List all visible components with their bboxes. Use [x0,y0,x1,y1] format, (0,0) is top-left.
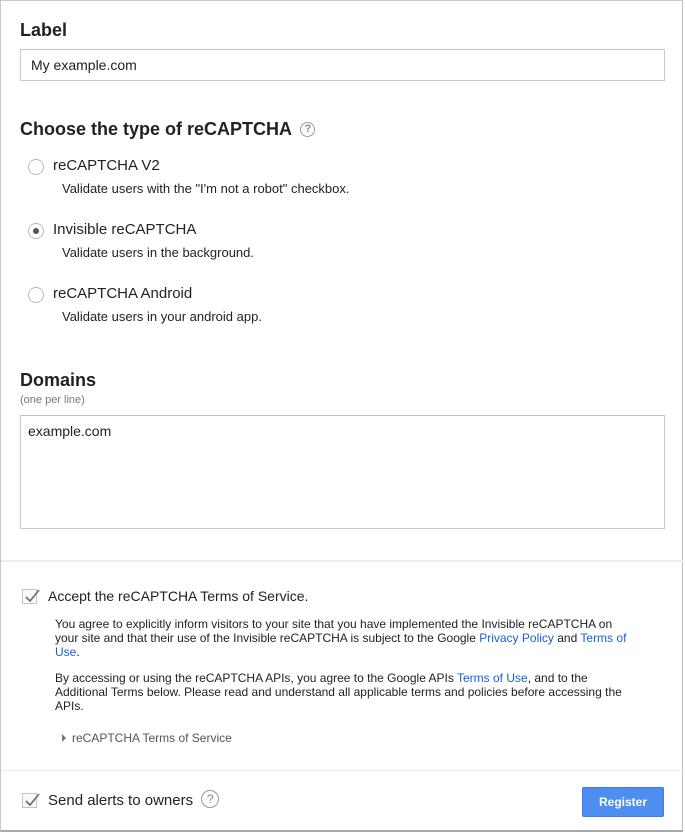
terms-expander-label: reCAPTCHA Terms of Service [72,731,232,745]
type-heading [20,119,315,140]
terms-text: , and to the Additional Terms below. Please read and understand all applicable terms and policies before accessing the APIs. [55,671,622,713]
expand-triangle-icon [62,734,66,742]
radio-recaptcha-android[interactable] [28,287,44,303]
domains-textarea[interactable] [20,415,665,529]
apis-terms-of-use-link[interactable]: Terms of Use [457,671,528,685]
option-desc-recaptcha-v2: Validate users with the "I'm not a robot" checkbox. [62,181,350,196]
footer-divider [1,770,683,771]
option-desc-recaptcha-android: Validate users in your android app. [62,309,262,324]
send-alerts-text[interactable]: Send alerts to owners [48,792,194,809]
domains-hint: (one per line) [20,394,85,406]
register-button[interactable]: Register [582,787,664,817]
privacy-policy-link[interactable]: Privacy Policy [479,631,554,645]
terms-paragraph-1 [55,617,630,659]
checkmark-icon [23,791,41,809]
type-heading-text: Choose the type of reCAPTCHA [20,119,292,139]
label-heading: Label [20,20,68,40]
terms-text: By accessing or using the reCAPTCHA APIs, you agree to the Google APIs [55,671,457,685]
option-label-invisible-recaptcha[interactable]: Invisible reCAPTCHA [53,221,197,238]
send-alerts-label [48,792,219,810]
checkmark-icon [23,587,41,605]
section-divider [1,560,683,562]
terms-text: and [553,631,581,645]
terms-of-use-link[interactable]: Terms of Use [55,631,627,659]
accept-terms-checkbox[interactable] [22,589,37,604]
terms-text: . [76,645,80,659]
help-icon[interactable]: ? [201,790,219,808]
radio-recaptcha-v2[interactable] [28,159,44,175]
terms-expander[interactable] [62,731,232,745]
terms-text: You agree to explicitly inform visitors to your site that you have implemented the Invisible reCAPTCHA on your site and that their use of the Invisible reCAPTCHA is subject to the Google [55,617,613,645]
help-icon[interactable]: ? [300,122,315,137]
option-label-recaptcha-v2[interactable]: reCAPTCHA V2 [53,157,160,174]
accept-terms-label[interactable]: Accept the reCAPTCHA Terms of Service. [48,588,309,604]
label-input[interactable] [20,49,665,81]
domains-textarea-value: example.com [28,423,112,439]
option-desc-invisible-recaptcha: Validate users in the background. [62,245,254,260]
domains-heading: Domains [20,370,97,390]
label-input-value: My example.com [31,57,137,73]
terms-paragraph-2 [55,671,640,713]
option-label-recaptcha-android[interactable]: reCAPTCHA Android [53,285,193,302]
radio-invisible-recaptcha[interactable] [28,223,44,239]
send-alerts-checkbox[interactable] [22,793,37,808]
